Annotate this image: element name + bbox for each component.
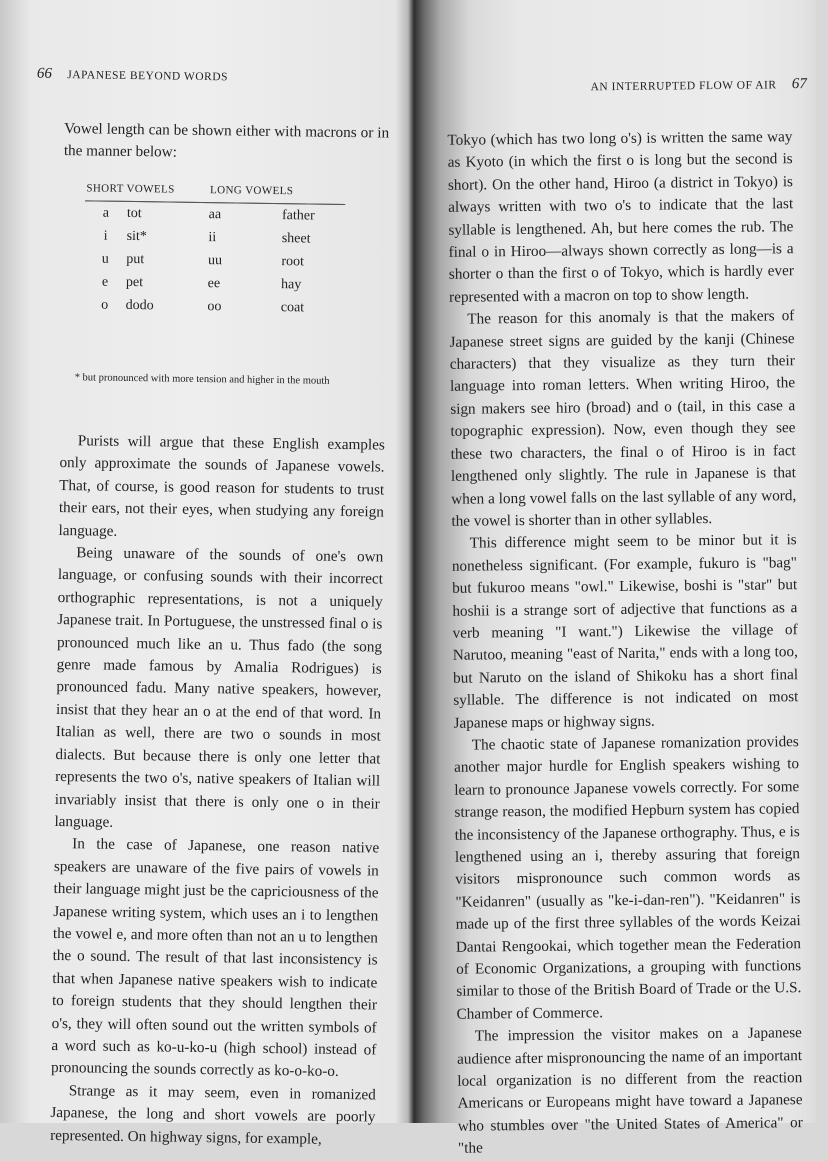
body-paragraph: Strange as it may seem, even in romanized Japanese, the long and short vowels are poorly represented. On highway signs, for example, (50, 1081, 376, 1148)
body-paragraph: Being unaware of the sounds of one's own language, or confusing sounds with their incorrect orthographic representations, is not a uniquely Japanese trait. In Portuguese, the unstressed final o is pronounced much like an u. Thus fado (the song genre made famous by Amalia Rodrigues) is pronounced fadu. Many native speakers, however, insist that they hear an o at the end of that word. In Italian as well, there are two o sounds in most dialects. But because there is only one letter that represents the two o's, native speakers of Italian will invariably insist that there is only one o in their language. (54, 544, 384, 831)
body-paragraph: This difference might seem to be minor but it is nonetheless significant. (For example, fukuro is "bag" but fukuroo means "owl." Likewise, boshi is "star" but hoshii is a strange sort of adjective that functions as a verb meaning "I want.") Likewise the village of Narutoo, meaning "east of Narita," ends with a long too, but Naruto on the island of Shikoku has a short final syllable. The difference is not indicated on most Japanese maps or highway signs. (451, 531, 799, 732)
table-cell: i (103, 228, 108, 244)
body-paragraph: Purists will argue that these English examples only approximate the sounds of Japanese vowels. That, of course, is good reason for students to trust their ears, not their eyes, when studying any foreign language. (58, 432, 385, 540)
table-cell: root (281, 253, 305, 269)
table-cell: o (101, 297, 109, 313)
table-cell: sit* (126, 228, 147, 244)
intro-paragraph: Vowel length can be shown either with macrons or in the manner below: (63, 120, 390, 162)
table-footnote: * but pronounced with more tension and higher in the mouth (74, 372, 330, 387)
left-intro (64, 118, 390, 167)
body-paragraph: The chaotic state of Japanese romanization provides another major hurdle for English speakers wishing to learn to pronounce Japanese vowels correctly. For some strange reason, the modified Hepburn system has copied the inconsistency of the Japanese orthography. Thus, e is lengthened using an i, thereby assuring that foreign visitors mispronounce such common words as "Keidanren" (usually as "ke-i-dan-ren"). "Keidanren" is made up of the first three syllables of the words Keizai Dantai Rengookai, which together mean the Federation of Economic Organizations, a grouping with functions similar to those of the British Board of Trade or the U.S. Chamber of Commerce. (453, 733, 802, 1023)
table-cell: uu (207, 252, 223, 268)
table-cell: coat (280, 299, 305, 315)
page-number-right: 67 (791, 76, 807, 93)
table-row (84, 293, 344, 320)
body-paragraph: The reason for this anomaly is that the makers of Japanese street signs are guided by the kanji (Chinese characters) that they visualize as they turn their language into roman letters. When writing Hiroo, the sign makers see hiro (broad) and o (tail, in this case a topographic expression). Now, even though they see these two characters, the final o of Hiroo is in fact lengthened only slightly. The rule in Japanese is that when a long vowel falls on the last syllable of any word, the vowel is shorter than in other syllables. (449, 307, 797, 530)
table-cell: father (281, 207, 315, 224)
table-cell: a (102, 205, 110, 221)
table-cell: hay (280, 276, 302, 292)
body-paragraph: The impression the visitor makes on a Japanese audience after mispronouncing the name of an important local organization is no different from the reaction Americans or Europeans might have toward a Japanese who stumbles over "the United States of America" or "the (456, 1024, 803, 1158)
table-cell: ii (208, 229, 217, 245)
page-number-left: 66 (36, 65, 53, 82)
table-cell: sheet (281, 230, 311, 246)
table-cell: ee (207, 275, 221, 291)
body-paragraph: Tokyo (which has two long o's) is written the same way as Kyoto (in which the first o is long but the second is short). On the other hand, Hiroo (a district in Tokyo) is always written with two o's to indicate that the last syllable is lengthened. Ah, but here comes the rub. The final o in Hiroo—always shown correctly as long—is a shorter o than the first o of Tokyo, which is hardly ever represented with a macron on top to show length. (447, 128, 794, 306)
short-vowels-header: SHORT VOWELS (85, 181, 209, 202)
table-cell: u (101, 251, 109, 267)
table-cell: pet (125, 274, 144, 290)
chapter-title-head: AN INTERRUPTED FLOW OF AIR (590, 79, 777, 94)
right-running-head (591, 76, 807, 95)
table-cell: dodo (125, 297, 154, 313)
left-running-head (37, 66, 228, 86)
right-page (420, 0, 828, 1158)
vowel-table (84, 181, 346, 320)
long-vowels-header: LONG VOWELS (209, 183, 346, 204)
table-cell: e (101, 274, 109, 290)
table-cell: oo (207, 298, 222, 314)
left-page (0, 0, 410, 1148)
book-title-head: JAPANESE BEYOND WORDS (67, 69, 229, 84)
body-paragraph: In the case of Japanese, one reason native speakers are unaware of the five pairs of vowels in their language might just be the capriciousness of the Japanese writing system, which uses an i to lengthen the vowel e, and more often than not an u to lengthen the o sound. The result of that last inconsistency is that when Japanese native speakers wish to indicate to foreign students that they should lengthen their o's, they will often sound out the written symbols of a word such as ko-u-ko-u (high school) instead of pronouncing the sounds correctly as ko-o-ko-o. (50, 835, 380, 1081)
right-body (447, 126, 803, 1160)
table-cell: put (126, 251, 145, 267)
left-body (50, 430, 385, 1151)
table-cell: tot (126, 205, 142, 221)
table-cell: aa (208, 206, 222, 222)
